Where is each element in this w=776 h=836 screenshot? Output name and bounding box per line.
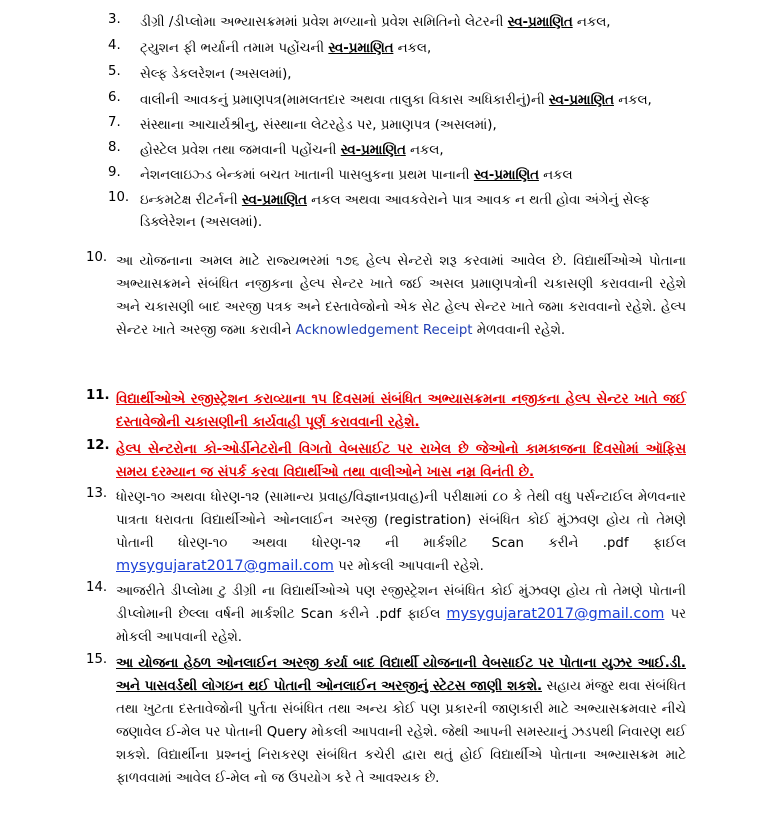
item-number: 6. bbox=[108, 90, 121, 105]
item-text-bold: આ યોજના હેઠળ ઓનલાઈન અરજી કર્યા બાદ વિદ્યાર્થી યોજનાની વેબસાઈટ પર પોતાના યુઝર આઈ.ડી. અને પાસવર્ડથી લોગઇન થઈ પોતાની ઓનલાઈન અરજીનું સ્ટેટસ જાણી શકશે. bbox=[116, 656, 686, 694]
item-text: વિદ્યાર્થીઓએ રજીસ્ટ્રેશન કરાવ્યાના ૧૫ દિવસમાં સંબંધિત અભ્યાસક્રમના નજીકના હેલ્પ સેન્ટર ખાતે જઈ દસ્તાવેજોની ચકાસણીની કાર્યવાહી પૂર્ણ કરાવવાની રહેશે. bbox=[116, 392, 686, 430]
item-number: 12. bbox=[86, 438, 110, 453]
sub-item bbox=[108, 140, 698, 162]
item-number: 5. bbox=[108, 64, 121, 79]
list-item-14 bbox=[86, 580, 686, 649]
item-number: 3. bbox=[108, 12, 121, 27]
list-item-13 bbox=[86, 486, 686, 578]
item-text-tail: નકલ અથવા આવકવેરાને પાત્ર આવક ન થતી હોવા અંગેનું સેલ્ફ ડિક્લેરેશન (અસલમાં). bbox=[140, 193, 650, 230]
item-number: 8. bbox=[108, 140, 121, 155]
item-text: નેશનલાઇઝ્ડ બેન્કમાં બચત ખાતાની પાસબુકના પ્રથમ પાનાની bbox=[140, 168, 474, 183]
item-number: 11. bbox=[86, 388, 110, 403]
self-attested-label: સ્વ-પ્રમાણિત bbox=[328, 41, 394, 56]
item-text: ડીગ્રી /ડીપ્લોમા અભ્યાસક્રમમાં પ્રવેશ મળ્યાનો પ્રવેશ સમિતિનો લેટરની bbox=[140, 15, 508, 30]
item-text: વાલીની આવકનું પ્રમાણપત્ર(મામલતદાર અથવા તાલુકા વિકાસ અધિકારીનું)ની bbox=[140, 93, 549, 108]
item-text-tail: પર મોકલી આપવાની રહેશે. bbox=[333, 559, 484, 574]
item-number: 7. bbox=[108, 115, 121, 130]
item-text: હેલ્પ સેન્ટરોના કો-ઓર્ડીનેટરોની વિગતો વેબસાઈટ પર રાખેલ છે જેઓનો કામકાજના દિવસોમાં ઑફિસ સમય દરમ્યાન જ સંપર્ક કરવા વિદ્યાર્થીઓ તથા વાલીઓને ખાસ નમ્ર વિનંતી છે. bbox=[116, 442, 686, 480]
item-text-tail: નકલ, bbox=[393, 41, 432, 56]
sub-item bbox=[108, 12, 698, 34]
item-text-tail: મેળવવાની રહેશે. bbox=[472, 323, 566, 338]
item-text-tail: નકલ, bbox=[572, 15, 611, 30]
item-text-tail: નકલ, bbox=[613, 93, 652, 108]
item-text: આજરીતે ડીપ્લોમા ટુ ડીગ્રી ના વિદ્યાર્થીઓએ પણ રજીસ્ટ્રેશન સંબંધિત કોઈ મુંઝવણ હોય તો તેમણે પોતાની ડીપ્લોમાની છેલ્લા વર્ષની માર્કશીટ Scan કરીને .pdf ફાઈલ bbox=[116, 584, 686, 622]
item-text: સંસ્થાના આચાર્યશ્રીનુ, સંસ્થાના લેટરહેડ પર, પ્રમાણપત્ર (અસલમાં), bbox=[140, 118, 497, 133]
item-number: 15. bbox=[86, 652, 108, 667]
self-attested-label: સ્વ-પ્રમાણિત bbox=[507, 15, 573, 30]
item-number: 10. bbox=[86, 250, 108, 265]
self-attested-label: સ્વ-પ્રમાણિત bbox=[241, 193, 307, 208]
list-item-10 bbox=[86, 250, 686, 342]
item-text: હોસ્ટેલ પ્રવેશ તથા જમવાની પહોંચની bbox=[140, 143, 341, 158]
self-attested-label: સ્વ-પ્રમાણિત bbox=[473, 168, 539, 183]
sub-item bbox=[108, 90, 698, 112]
email-link[interactable]: mysygujarat2017@gmail.com bbox=[116, 558, 334, 574]
item-text: ધોરણ-૧૦ અથવા ધોરણ-૧૨ (સામાન્ય પ્રવાહ/વિજ્ઞાનપ્રવાહ)ની પરીક્ષામાં ૮૦ કે તેથી વધુ પર્સન્ટાઈલ મેળવનાર પાત્રતા ધરાવતા વિદ્યાર્થીઓને ઓનલાઈન અરજી (registration) સંબંધિત કોઈ મુંઝવણ હોય તો તેમણે પોતાની ધોરણ-૧૦ અથવા ધોરણ-૧૨ ની માર્કશીટ Scan કરીને .pdf ફાઈલ bbox=[116, 490, 686, 551]
email-link[interactable]: mysygujarat2017@gmail.com bbox=[446, 606, 665, 622]
item-text-tail: નકલ bbox=[538, 168, 573, 183]
sub-item bbox=[108, 190, 698, 233]
item-text: ઇન્કમટેક્ષ રીટર્નની bbox=[140, 193, 242, 208]
list-item-12 bbox=[86, 438, 686, 484]
item-number: 14. bbox=[86, 580, 108, 595]
sub-item bbox=[108, 38, 698, 60]
item-text-tail: પર મોકલી આપવાની રહેશે. bbox=[116, 607, 687, 645]
list-item-15 bbox=[86, 652, 686, 790]
sub-item bbox=[108, 115, 698, 137]
item-number: 4. bbox=[108, 38, 121, 53]
item-text: સહાય મંજુર થવા સંબંધિત તથા ખુટતા દસ્તાવેજોની પુર્તતા સંબંધિત તથા અન્ય કોઈ પણ પ્રકારની જાણકારી માટે અભ્યાસક્રમવાર નીચે જણાવેલ ઈ-મેલ પર પોતાની Query મોકલી આપવાની રહેશે. જેથી આપની સમસ્યાનું ઝડપથી નિવારણ થઈ શકશે. વિદ્યાર્થીના પ્રશ્નનું નિરાકરણ સંબંધિત કચેરી દ્વારા થતું હોઈ વિદ્યાર્થીએ પોતાના અભ્યાસક્રમ માટે ફાળવવામાં આવેલ ઈ-મેલ નો જ ઉપયોગ કરે તે આવશ્યક છે. bbox=[116, 679, 686, 786]
item-text: આ યોજનાના અમલ માટે રાજ્યભરમાં ૧૭૬ હેલ્પ સેન્ટરો શરૂ કરવામાં આવેલ છે. વિદ્યાર્થીઓએ પોતાના અભ્યાસક્રમને સંબંધિત નજીકના હેલ્પ સેન્ટર ખાતે જઈ અસલ પ્રમાણપત્રોની ચકાસણી કરાવવાની રહેશે અને ચકાસણી બાદ અરજી પત્રક અને દસ્તાવેજોનો એક સેટ હેલ્પ સેન્ટર ખાતે જમા કરાવવાનો રહેશે. હેલ્પ સેન્ટર ખાતે અરજી જમા કરાવીને bbox=[116, 254, 686, 338]
self-attested-label: સ્વ-પ્રમાણિત bbox=[548, 93, 614, 108]
item-number: 10. bbox=[108, 190, 130, 205]
self-attested-label: સ્વ-પ્રમાણિત bbox=[340, 143, 406, 158]
item-number: 13. bbox=[86, 486, 108, 501]
list-item-11 bbox=[86, 388, 686, 434]
item-number: 9. bbox=[108, 165, 121, 180]
sub-item bbox=[108, 64, 698, 86]
sub-item bbox=[108, 165, 698, 187]
item-text-tail: નકલ, bbox=[405, 143, 444, 158]
item-text: ટ્યુશન ફી ભર્યાની તમામ પહોંચની bbox=[140, 41, 329, 56]
item-text: સેલ્ફ ડેકલરેશન (અસલમાં), bbox=[140, 67, 292, 82]
acknowledgement-receipt-text: Acknowledgement Receipt bbox=[295, 323, 473, 338]
